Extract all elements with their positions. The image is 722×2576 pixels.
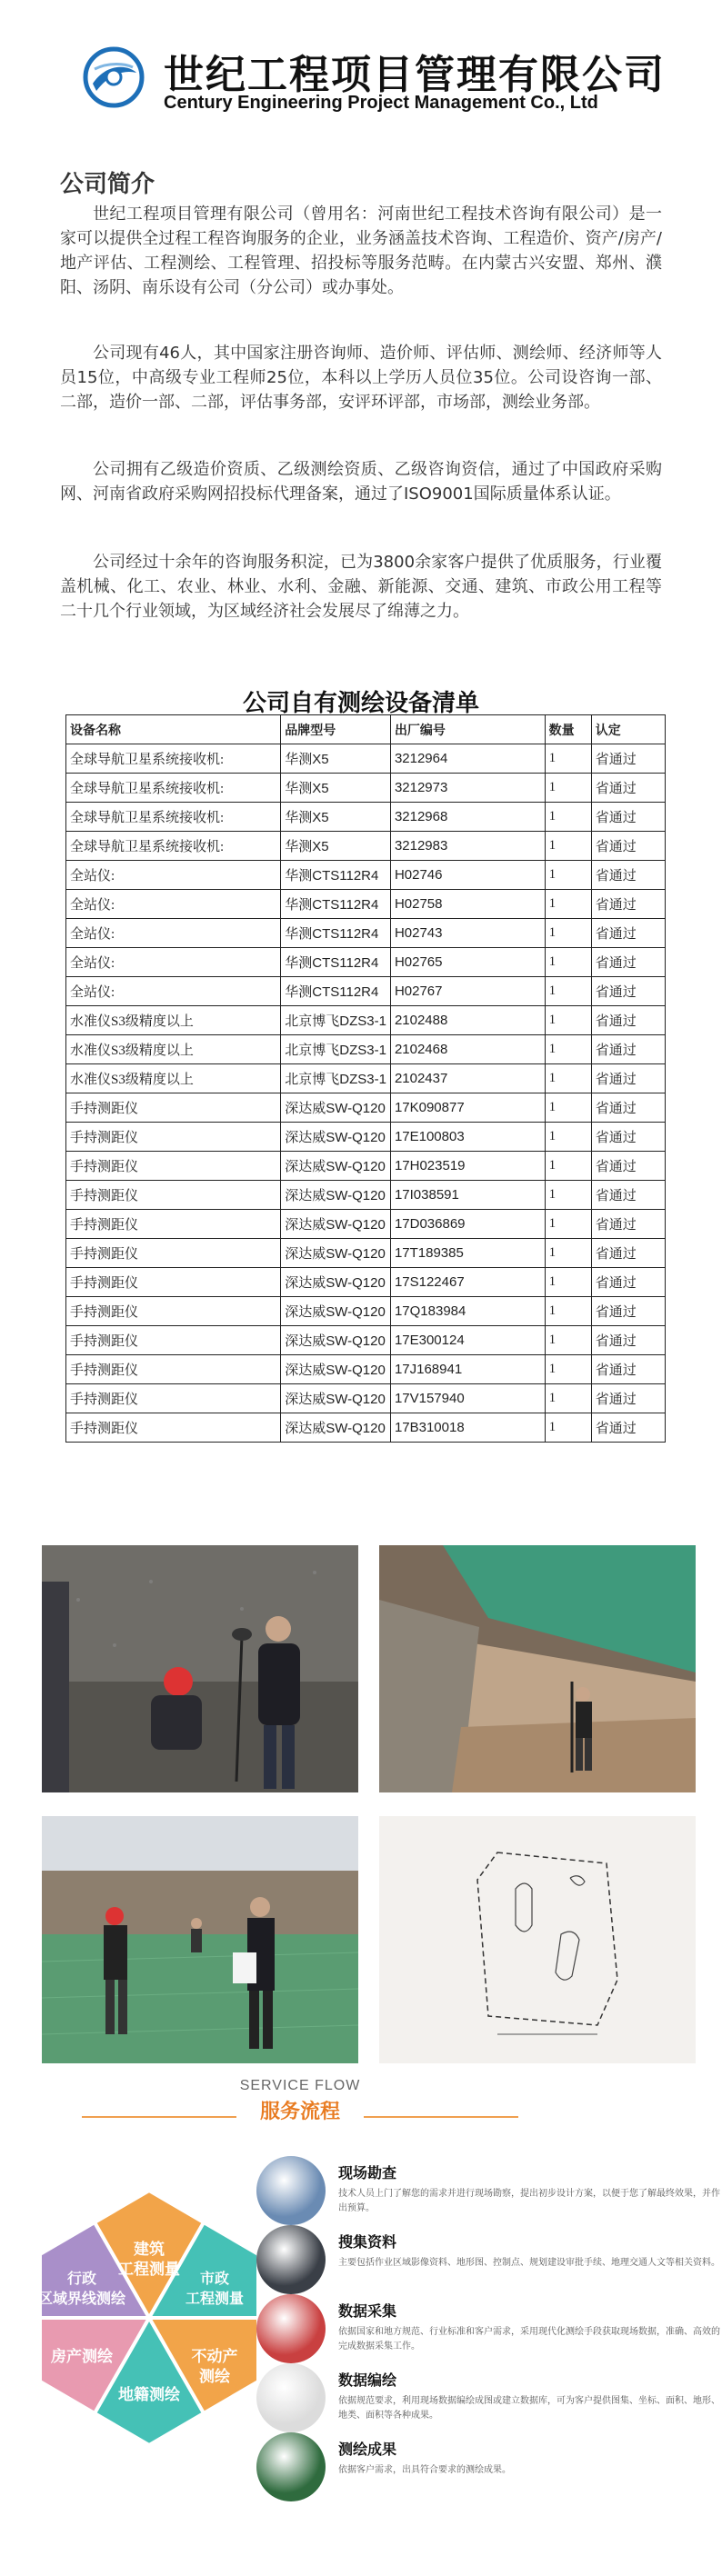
cell-model: 华测CTS112R4 [281, 919, 391, 948]
equipment-table-title: 公司自有测绘设备清单 [242, 690, 479, 717]
cell-serial: 17B310018 [390, 1413, 545, 1443]
cell-serial: 2102437 [390, 1064, 545, 1093]
cell-model: 北京博飞DZS3-1 [281, 1064, 391, 1093]
cell-certification: 省通过 [591, 1413, 665, 1443]
cell-serial: 17Q183984 [390, 1297, 545, 1326]
cell-device-name: 全球导航卫星系统接收机: [66, 832, 281, 861]
cell-model: 北京博飞DZS3-1 [281, 1006, 391, 1035]
step-title: 测绘成果 [338, 2441, 397, 2458]
cell-certification: 省通过 [591, 948, 665, 977]
cell-quantity: 1 [545, 832, 591, 861]
cell-certification: 省通过 [591, 832, 665, 861]
service-flow-title-cn: 服务流程 [259, 2101, 340, 2123]
cell-serial: H02758 [390, 890, 545, 919]
cell-serial: 3212968 [390, 803, 545, 832]
cell-quantity: 1 [545, 919, 591, 948]
cell-device-name: 手持测距仪 [66, 1123, 281, 1152]
cell-certification: 省通过 [591, 1064, 665, 1093]
cell-quantity: 1 [545, 977, 591, 1006]
step-title: 数据编绘 [338, 2371, 397, 2389]
cell-serial: H02743 [390, 919, 545, 948]
cell-model: 深达威SW-Q120 [281, 1355, 391, 1384]
company-name-cn: 世纪工程项目管理有限公司 [164, 52, 666, 98]
cell-serial: 17D036869 [390, 1210, 545, 1239]
cell-model: 深达威SW-Q120 [281, 1210, 391, 1239]
cell-model: 华测CTS112R4 [281, 890, 391, 919]
cell-serial: 2102468 [390, 1035, 545, 1064]
cell-device-name: 手持测距仪 [66, 1210, 281, 1239]
cell-quantity: 1 [545, 1123, 591, 1152]
hex-label-bottom: 地籍测绘 [118, 2386, 180, 2404]
cell-device-name: 手持测距仪 [66, 1297, 281, 1326]
cell-quantity: 1 [545, 1239, 591, 1268]
cell-certification: 省通过 [591, 1355, 665, 1384]
table-row [66, 774, 666, 803]
cell-certification: 省通过 [591, 1297, 665, 1326]
equipment-table-header [66, 715, 666, 744]
hex-label-left-top: 行政区域界线测绘 [37, 2270, 126, 2307]
cell-quantity: 1 [545, 1181, 591, 1210]
cell-model: 华测CTS112R4 [281, 977, 391, 1006]
cell-serial: 17T189385 [390, 1239, 545, 1268]
cell-certification: 省通过 [591, 1181, 665, 1210]
cell-serial: 3212983 [390, 832, 545, 861]
table-row [66, 744, 666, 774]
cell-certification: 省通过 [591, 1123, 665, 1152]
cell-certification: 省通过 [591, 1384, 665, 1413]
intro-paragraph-1: 世纪工程项目管理有限公司（曾用名：河南世纪工程技术咨询有限公司）是一家可以提供全过程工程咨询服务的企业，业务涵盖技术咨询、工程造价、资产/房产/地产评估、工程测绘、工程管理、招投标等服务范畴。在内蒙古兴安盟、郑州、濮阳、汤阴、南乐设有公司（分公司）或办事处。 [60, 205, 663, 297]
step-description: 依据客户需求，出具符合要求的测绘成果。 [338, 2465, 511, 2475]
cell-model: 深达威SW-Q120 [281, 1413, 391, 1443]
cell-quantity: 1 [545, 890, 591, 919]
table-row [66, 1123, 666, 1152]
table-row [66, 977, 666, 1006]
table-row [66, 1181, 666, 1210]
cell-quantity: 1 [545, 1326, 591, 1355]
intro-title: 公司简介 [60, 171, 155, 198]
cell-certification: 省通过 [591, 890, 665, 919]
cell-device-name: 全站仪: [66, 919, 281, 948]
cell-serial: 17K090877 [390, 1093, 545, 1123]
hex-label-right-bottom: 不动产测绘 [191, 2348, 238, 2386]
cell-certification: 省通过 [591, 1326, 665, 1355]
cell-quantity: 1 [545, 1268, 591, 1297]
cell-device-name: 手持测距仪 [66, 1326, 281, 1355]
cell-serial: 17V157940 [390, 1384, 545, 1413]
cell-quantity: 1 [545, 1064, 591, 1093]
step-photo-icon [256, 2225, 326, 2294]
cell-device-name: 手持测距仪 [66, 1093, 281, 1123]
hex-label-top: 建筑工程测量 [118, 2241, 180, 2279]
cell-serial: 17I038591 [390, 1181, 545, 1210]
step-title: 现场勘查 [338, 2164, 397, 2182]
table-row [66, 1413, 666, 1443]
photo-gnss-survey [42, 1545, 358, 1792]
cell-device-name: 水准仪S3级精度以上 [66, 1035, 281, 1064]
table-row [66, 1064, 666, 1093]
cell-device-name: 手持测距仪 [66, 1268, 281, 1297]
header-device-name: 设备名称 [66, 715, 281, 744]
table-row [66, 832, 666, 861]
cell-serial: H02746 [390, 861, 545, 890]
cell-device-name: 手持测距仪 [66, 1384, 281, 1413]
step-title: 搜集资料 [338, 2233, 397, 2251]
header-model: 品牌型号 [281, 715, 391, 744]
table-row [66, 1093, 666, 1123]
table-row [66, 1210, 666, 1239]
cell-certification: 省通过 [591, 1210, 665, 1239]
cell-model: 深达威SW-Q120 [281, 1326, 391, 1355]
cell-certification: 省通过 [591, 1152, 665, 1181]
hex-label-right-top: 市政工程测量 [185, 2270, 245, 2307]
cell-certification: 省通过 [591, 1268, 665, 1297]
service-flow-title-en: SERVICE FLOW [239, 2078, 361, 2093]
cell-quantity: 1 [545, 1297, 591, 1326]
table-row [66, 1239, 666, 1268]
cell-quantity: 1 [545, 1006, 591, 1035]
cell-device-name: 全球导航卫星系统接收机: [66, 774, 281, 803]
step-photo-icon [256, 2363, 326, 2432]
cell-certification: 省通过 [591, 1035, 665, 1064]
cell-device-name: 水准仪S3级精度以上 [66, 1064, 281, 1093]
hex-label-left-bottom: 房产测绘 [51, 2348, 113, 2366]
table-row [66, 803, 666, 832]
cell-serial: H02767 [390, 977, 545, 1006]
header-quantity: 数量 [545, 715, 591, 744]
header-certification: 认定 [591, 715, 665, 744]
table-row [66, 861, 666, 890]
company-name-en: Century Engineering Project Management Co., Ltd [164, 93, 598, 113]
cell-serial: 17E300124 [390, 1326, 545, 1355]
cell-device-name: 全站仪: [66, 948, 281, 977]
intro-paragraph-3: 公司拥有乙级造价资质、乙级测绘资质、乙级咨询资信，通过了中国政府采购网、河南省政府采购网招投标代理备案，通过了ISO9001国际质量体系认证。 [60, 460, 662, 504]
cell-quantity: 1 [545, 1035, 591, 1064]
table-row [66, 1006, 666, 1035]
cell-device-name: 手持测距仪 [66, 1152, 281, 1181]
cell-model: 深达威SW-Q120 [281, 1152, 391, 1181]
cell-model: 深达威SW-Q120 [281, 1297, 391, 1326]
cell-model: 华测X5 [281, 832, 391, 861]
cell-model: 深达威SW-Q120 [281, 1181, 391, 1210]
cell-quantity: 1 [545, 1152, 591, 1181]
cell-serial: 17H023519 [390, 1152, 545, 1181]
step-description: 依据国家和地方规范、行业标准和客户需求，采用现代化测绘手段获取现场数据，准确、高效的完成数据采集工作。 [338, 2327, 720, 2351]
cell-certification: 省通过 [591, 919, 665, 948]
cell-serial: 2102488 [390, 1006, 545, 1035]
cell-serial: 3212973 [390, 774, 545, 803]
cell-quantity: 1 [545, 1384, 591, 1413]
cell-certification: 省通过 [591, 803, 665, 832]
cell-device-name: 水准仪S3级精度以上 [66, 1006, 281, 1035]
cell-quantity: 1 [545, 1093, 591, 1123]
cell-certification: 省通过 [591, 861, 665, 890]
cell-certification: 省通过 [591, 977, 665, 1006]
intro-paragraph-4: 公司经过十余年的咨询服务积淀，已为3800余家客户提供了优质服务，行业覆盖机械、化工、农业、林业、水利、金融、新能源、交通、建筑、市政公用工程等二十几个行业领域，为区域经济社会发展尽了绵薄之力。 [60, 553, 662, 621]
step-description: 技术人员上门了解您的需求并进行现场勘察，提出初步设计方案，以便于您了解最终效果，并作出预算。 [338, 2189, 720, 2213]
cell-quantity: 1 [545, 861, 591, 890]
cell-model: 华测CTS112R4 [281, 861, 391, 890]
cell-device-name: 全站仪: [66, 977, 281, 1006]
cell-model: 华测X5 [281, 774, 391, 803]
cell-certification: 省通过 [591, 1239, 665, 1268]
company-logo-icon [82, 45, 145, 109]
table-row [66, 1326, 666, 1355]
table-row [66, 948, 666, 977]
cell-model: 华测X5 [281, 744, 391, 774]
cell-certification: 省通过 [591, 1006, 665, 1035]
header-serial: 出厂编号 [390, 715, 545, 744]
photo-survey-sketch [379, 1816, 696, 2063]
cell-serial: 17J168941 [390, 1355, 545, 1384]
cell-model: 华测CTS112R4 [281, 948, 391, 977]
cell-device-name: 全球导航卫星系统接收机: [66, 744, 281, 774]
table-row [66, 1384, 666, 1413]
equipment-table [65, 714, 666, 1443]
step-description: 依据规范要求，利用现场数据编绘成图或建立数据库，可为客户提供图集、坐标、面积、地形、地类、面积等各种成果。 [338, 2396, 720, 2421]
cell-model: 深达威SW-Q120 [281, 1123, 391, 1152]
cell-model: 深达威SW-Q120 [281, 1239, 391, 1268]
cell-model: 华测X5 [281, 803, 391, 832]
cell-quantity: 1 [545, 803, 591, 832]
table-row [66, 1355, 666, 1384]
step-photo-icon [256, 2432, 326, 2501]
intro-paragraph-2: 公司现有46人，其中国家注册咨询师、造价师、评估师、测绘师、经济师等人员15位，中高级专业工程师25位，本科以上学历人员位35位。公司设咨询一部、二部，造价一部、二部，评估事务部，安评环评部，市场部，测绘业务部。 [60, 344, 662, 412]
cell-device-name: 全站仪: [66, 890, 281, 919]
table-row [66, 1152, 666, 1181]
cell-model: 深达威SW-Q120 [281, 1384, 391, 1413]
cell-serial: 3212964 [390, 744, 545, 774]
cell-device-name: 手持测距仪 [66, 1181, 281, 1210]
step-title: 数据采集 [338, 2302, 397, 2320]
cell-device-name: 手持测距仪 [66, 1355, 281, 1384]
photo-site-team [42, 1816, 358, 2063]
cell-quantity: 1 [545, 1355, 591, 1384]
cell-quantity: 1 [545, 948, 591, 977]
cell-serial: 17E100803 [390, 1123, 545, 1152]
service-hexagon-diagram [13, 2182, 286, 2454]
table-row [66, 1035, 666, 1064]
cell-device-name: 手持测距仪 [66, 1413, 281, 1443]
cell-certification: 省通过 [591, 1093, 665, 1123]
table-row [66, 1268, 666, 1297]
cell-device-name: 全站仪: [66, 861, 281, 890]
cell-quantity: 1 [545, 1210, 591, 1239]
cell-certification: 省通过 [591, 744, 665, 774]
cell-certification: 省通过 [591, 774, 665, 803]
step-photo-icon [256, 2294, 326, 2363]
photo-slope-survey [379, 1545, 696, 1792]
cell-quantity: 1 [545, 744, 591, 774]
cell-quantity: 1 [545, 774, 591, 803]
cell-serial: H02765 [390, 948, 545, 977]
table-row [66, 1297, 666, 1326]
cell-serial: 17S122467 [390, 1268, 545, 1297]
cell-model: 北京博飞DZS3-1 [281, 1035, 391, 1064]
cell-device-name: 手持测距仪 [66, 1239, 281, 1268]
table-row [66, 890, 666, 919]
table-row [66, 919, 666, 948]
cell-device-name: 全球导航卫星系统接收机: [66, 803, 281, 832]
cell-quantity: 1 [545, 1413, 591, 1443]
step-description: 主要包括作业区域影像资料、地形图、控制点、规划建设审批手续、地理交通人文等相关资料。 [338, 2258, 720, 2268]
step-photo-icon [256, 2156, 326, 2225]
cell-model: 深达威SW-Q120 [281, 1268, 391, 1297]
cell-model: 深达威SW-Q120 [281, 1093, 391, 1123]
